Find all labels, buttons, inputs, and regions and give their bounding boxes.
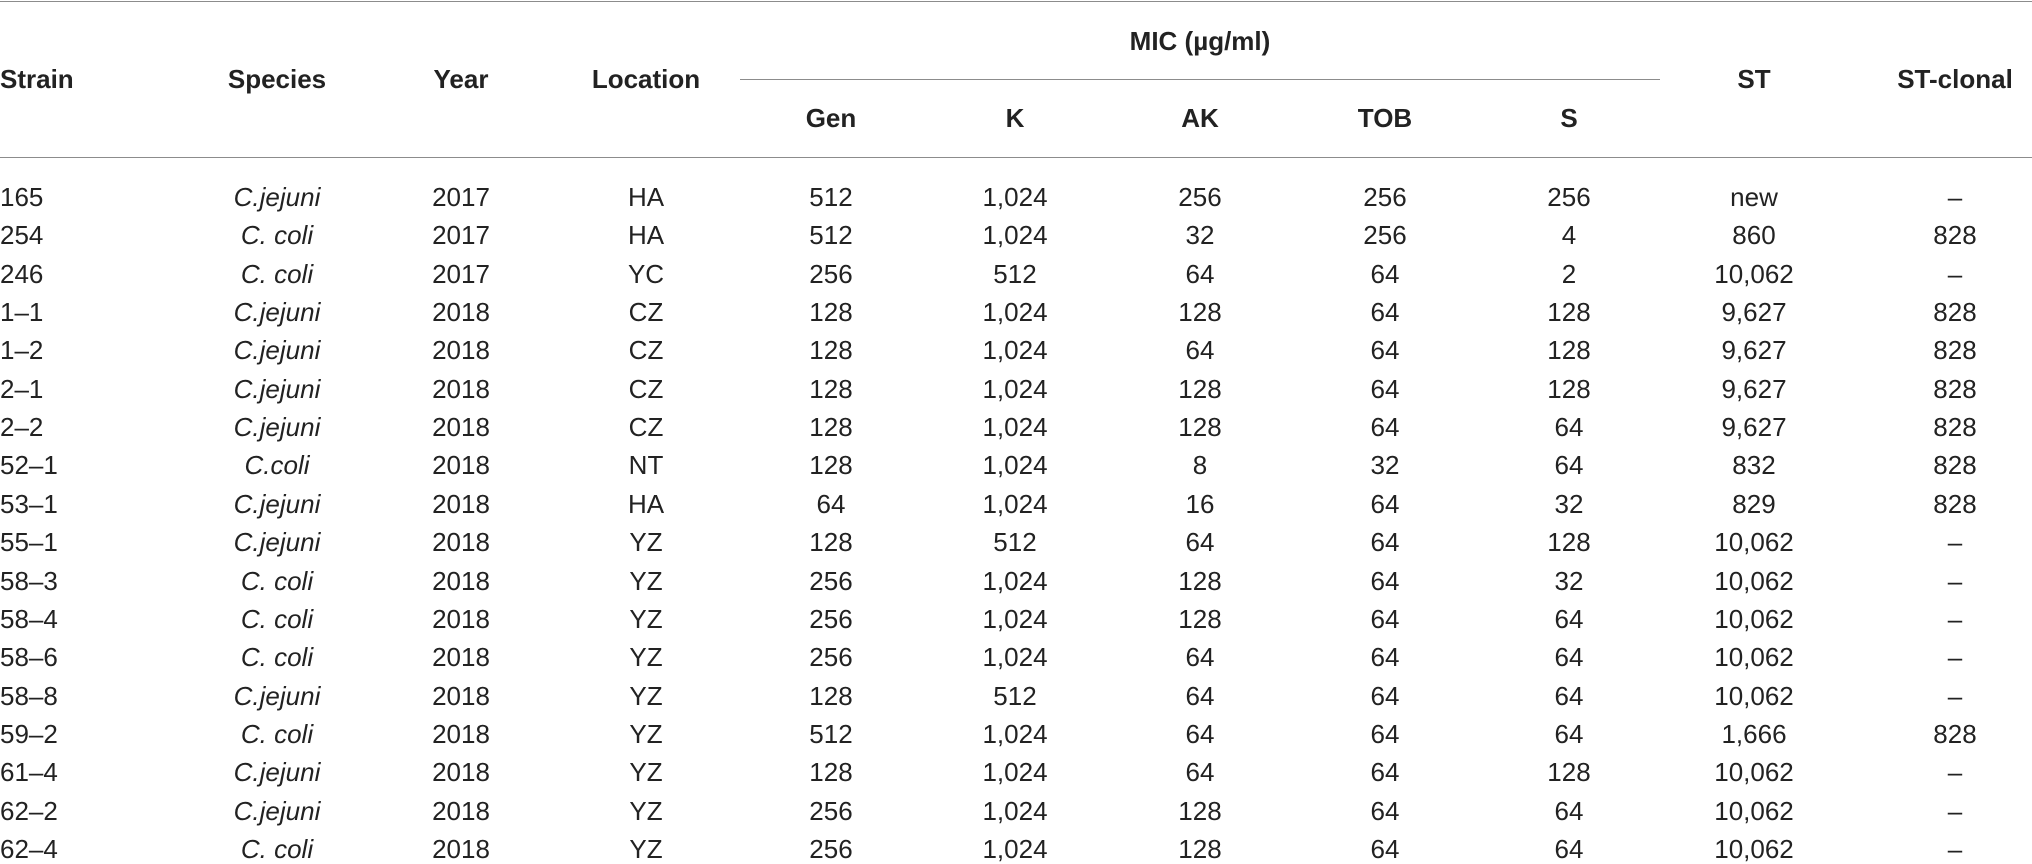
cell-mic-s: 128 <box>1547 297 1591 327</box>
cell-mic-k: 1,024 <box>982 489 1048 519</box>
cell-mic-gen: 128 <box>809 412 853 442</box>
cell-st-clonal: – <box>1947 527 1963 557</box>
cell-year: 2018 <box>432 297 490 327</box>
cell-mic-tob: 64 <box>1370 834 1400 864</box>
cell-mic-ak: 64 <box>1185 259 1215 289</box>
cell-mic-tob: 64 <box>1370 527 1400 557</box>
cell-mic-gen: 256 <box>809 642 853 672</box>
cell-st-clonal: – <box>1947 796 1963 826</box>
cell-strain: 52–1 <box>0 450 58 480</box>
cell-location: YZ <box>629 566 663 596</box>
cell-strain: 58–6 <box>0 642 58 672</box>
cell-mic-gen: 128 <box>809 450 853 480</box>
cell-year: 2017 <box>432 259 490 289</box>
cell-st: 10,062 <box>1714 834 1794 864</box>
cell-mic-k: 1,024 <box>982 220 1048 250</box>
cell-st-clonal: 828 <box>1933 719 1977 749</box>
cell-mic-s: 32 <box>1554 489 1584 519</box>
header-st: ST <box>1737 64 1771 94</box>
cell-year: 2018 <box>432 796 490 826</box>
cell-mic-gen: 512 <box>809 182 853 212</box>
cell-st-clonal: – <box>1947 642 1963 672</box>
cell-strain: 246 <box>0 259 44 289</box>
cell-mic-ak: 16 <box>1185 489 1215 519</box>
cell-mic-tob: 64 <box>1370 719 1400 749</box>
cell-mic-s: 64 <box>1554 681 1584 711</box>
mic-group-rule <box>740 79 1660 80</box>
cell-mic-tob: 64 <box>1370 259 1400 289</box>
cell-species: C. coli <box>240 259 314 289</box>
cell-strain: 2–2 <box>0 412 44 442</box>
header-st-clonal: ST-clonal <box>1897 64 2013 94</box>
cell-st: 9,627 <box>1721 335 1787 365</box>
cell-st: new <box>1730 182 1778 212</box>
cell-mic-k: 1,024 <box>982 450 1048 480</box>
cell-location: YZ <box>629 757 663 787</box>
cell-strain: 2–1 <box>0 374 44 404</box>
header-strain: Strain <box>0 64 74 94</box>
cell-mic-k: 512 <box>993 681 1037 711</box>
cell-mic-s: 4 <box>1561 220 1577 250</box>
cell-year: 2018 <box>432 757 490 787</box>
cell-mic-s: 256 <box>1547 182 1591 212</box>
cell-strain: 1–1 <box>0 297 44 327</box>
cell-year: 2018 <box>432 642 490 672</box>
cell-st-clonal: – <box>1947 834 1963 864</box>
cell-location: HA <box>627 489 665 519</box>
header-mic-k: K <box>1005 103 1025 133</box>
cell-year: 2018 <box>432 489 490 519</box>
table-top-rule <box>0 1 2032 2</box>
cell-location: YZ <box>629 834 663 864</box>
cell-species: C.jejuni <box>233 412 321 442</box>
cell-st-clonal: – <box>1947 681 1963 711</box>
cell-location: CZ <box>628 335 664 365</box>
cell-st-clonal: 828 <box>1933 220 1977 250</box>
cell-strain: 165 <box>0 182 44 212</box>
cell-mic-s: 64 <box>1554 604 1584 634</box>
cell-mic-k: 1,024 <box>982 604 1048 634</box>
cell-st: 9,627 <box>1721 374 1787 404</box>
cell-mic-gen: 256 <box>809 834 853 864</box>
cell-mic-gen: 128 <box>809 681 853 711</box>
cell-mic-k: 1,024 <box>982 297 1048 327</box>
cell-location: YZ <box>629 604 663 634</box>
cell-mic-tob: 64 <box>1370 489 1400 519</box>
cell-year: 2018 <box>432 412 490 442</box>
cell-mic-gen: 64 <box>816 489 846 519</box>
cell-location: YZ <box>629 527 663 557</box>
header-mic-gen: Gen <box>805 103 857 133</box>
cell-st: 9,627 <box>1721 297 1787 327</box>
cell-mic-ak: 64 <box>1185 681 1215 711</box>
cell-mic-k: 1,024 <box>982 719 1048 749</box>
cell-species: C.jejuni <box>233 757 321 787</box>
cell-mic-ak: 256 <box>1178 182 1222 212</box>
cell-strain: 58–8 <box>0 681 58 711</box>
cell-mic-ak: 128 <box>1178 566 1222 596</box>
cell-st: 9,627 <box>1721 412 1787 442</box>
cell-st: 10,062 <box>1714 566 1794 596</box>
cell-mic-s: 128 <box>1547 757 1591 787</box>
cell-mic-gen: 512 <box>809 719 853 749</box>
header-mic-ak: AK <box>1181 103 1219 133</box>
cell-st-clonal: 828 <box>1933 297 1977 327</box>
cell-mic-ak: 64 <box>1185 527 1215 557</box>
cell-mic-s: 64 <box>1554 796 1584 826</box>
cell-mic-gen: 256 <box>809 566 853 596</box>
cell-species: C.coli <box>244 450 310 480</box>
cell-strain: 1–2 <box>0 335 44 365</box>
cell-mic-gen: 512 <box>809 220 853 250</box>
cell-mic-k: 1,024 <box>982 182 1048 212</box>
header-species: Species <box>227 64 327 94</box>
cell-species: C. coli <box>240 834 314 864</box>
cell-strain: 62–2 <box>0 796 58 826</box>
cell-mic-tob: 64 <box>1370 412 1400 442</box>
cell-mic-s: 64 <box>1554 412 1584 442</box>
cell-year: 2018 <box>432 604 490 634</box>
cell-species: C.jejuni <box>233 527 321 557</box>
cell-mic-tob: 64 <box>1370 604 1400 634</box>
cell-strain: 58–4 <box>0 604 58 634</box>
cell-st-clonal: 828 <box>1933 374 1977 404</box>
cell-location: CZ <box>628 374 664 404</box>
cell-location: YC <box>627 259 665 289</box>
cell-mic-tob: 64 <box>1370 642 1400 672</box>
cell-st: 10,062 <box>1714 681 1794 711</box>
cell-mic-tob: 64 <box>1370 566 1400 596</box>
cell-st-clonal: 828 <box>1933 489 1977 519</box>
cell-mic-gen: 128 <box>809 374 853 404</box>
cell-mic-tob: 256 <box>1363 220 1407 250</box>
header-mic-s: S <box>1560 103 1578 133</box>
cell-st: 10,062 <box>1714 259 1794 289</box>
header-location: Location <box>591 64 701 94</box>
cell-mic-k: 1,024 <box>982 757 1048 787</box>
cell-mic-gen: 256 <box>809 259 853 289</box>
cell-st: 10,062 <box>1714 796 1794 826</box>
cell-st-clonal: 828 <box>1933 335 1977 365</box>
cell-mic-gen: 128 <box>809 335 853 365</box>
cell-st-clonal: 828 <box>1933 450 1977 480</box>
cell-location: HA <box>627 220 665 250</box>
header-mic-group: MIC (µg/ml) <box>1129 26 1271 56</box>
cell-mic-s: 64 <box>1554 834 1584 864</box>
cell-mic-ak: 64 <box>1185 335 1215 365</box>
cell-mic-ak: 64 <box>1185 757 1215 787</box>
cell-location: YZ <box>629 719 663 749</box>
cell-mic-ak: 128 <box>1178 604 1222 634</box>
header-bottom-rule <box>0 157 2032 158</box>
cell-st-clonal: – <box>1947 259 1963 289</box>
cell-year: 2017 <box>432 182 490 212</box>
cell-species: C.jejuni <box>233 374 321 404</box>
cell-mic-tob: 64 <box>1370 757 1400 787</box>
cell-st: 1,666 <box>1721 719 1787 749</box>
cell-mic-s: 64 <box>1554 719 1584 749</box>
cell-mic-tob: 64 <box>1370 681 1400 711</box>
cell-location: CZ <box>628 297 664 327</box>
cell-st-clonal: – <box>1947 182 1963 212</box>
cell-strain: 62–4 <box>0 834 58 864</box>
cell-st-clonal: – <box>1947 566 1963 596</box>
cell-mic-s: 64 <box>1554 642 1584 672</box>
cell-species: C.jejuni <box>233 335 321 365</box>
cell-mic-k: 1,024 <box>982 642 1048 672</box>
cell-mic-ak: 64 <box>1185 642 1215 672</box>
cell-st-clonal: – <box>1947 757 1963 787</box>
cell-mic-k: 1,024 <box>982 335 1048 365</box>
cell-mic-s: 128 <box>1547 527 1591 557</box>
cell-mic-k: 512 <box>993 259 1037 289</box>
cell-mic-tob: 64 <box>1370 796 1400 826</box>
cell-mic-tob: 256 <box>1363 182 1407 212</box>
cell-strain: 53–1 <box>0 489 58 519</box>
cell-location: HA <box>627 182 665 212</box>
cell-mic-ak: 128 <box>1178 374 1222 404</box>
cell-st-clonal: 828 <box>1933 412 1977 442</box>
cell-mic-gen: 128 <box>809 757 853 787</box>
cell-mic-k: 1,024 <box>982 796 1048 826</box>
cell-mic-k: 1,024 <box>982 412 1048 442</box>
cell-species: C. coli <box>240 642 314 672</box>
cell-species: C. coli <box>240 604 314 634</box>
cell-year: 2018 <box>432 450 490 480</box>
cell-strain: 55–1 <box>0 527 58 557</box>
cell-strain: 61–4 <box>0 757 58 787</box>
cell-location: NT <box>628 450 664 480</box>
cell-mic-s: 128 <box>1547 374 1591 404</box>
cell-mic-s: 128 <box>1547 335 1591 365</box>
cell-mic-k: 1,024 <box>982 834 1048 864</box>
cell-location: YZ <box>629 681 663 711</box>
cell-st: 10,062 <box>1714 642 1794 672</box>
cell-strain: 58–3 <box>0 566 58 596</box>
cell-strain: 59–2 <box>0 719 58 749</box>
cell-mic-tob: 64 <box>1370 297 1400 327</box>
cell-st: 10,062 <box>1714 527 1794 557</box>
header-year: Year <box>433 64 489 94</box>
cell-species: C. coli <box>240 719 314 749</box>
header-mic-tob: TOB <box>1357 103 1413 133</box>
cell-year: 2018 <box>432 374 490 404</box>
cell-species: C. coli <box>240 220 314 250</box>
cell-location: CZ <box>628 412 664 442</box>
cell-mic-k: 1,024 <box>982 566 1048 596</box>
cell-mic-ak: 128 <box>1178 297 1222 327</box>
cell-mic-s: 2 <box>1561 259 1577 289</box>
cell-mic-k: 1,024 <box>982 374 1048 404</box>
cell-mic-s: 32 <box>1554 566 1584 596</box>
cell-mic-k: 512 <box>993 527 1037 557</box>
cell-st: 10,062 <box>1714 757 1794 787</box>
cell-mic-gen: 256 <box>809 796 853 826</box>
cell-mic-tob: 32 <box>1370 450 1400 480</box>
cell-species: C.jejuni <box>233 681 321 711</box>
cell-species: C. coli <box>240 566 314 596</box>
cell-year: 2018 <box>432 335 490 365</box>
cell-mic-ak: 128 <box>1178 412 1222 442</box>
cell-mic-gen: 128 <box>809 527 853 557</box>
cell-mic-ak: 128 <box>1178 796 1222 826</box>
cell-location: YZ <box>629 642 663 672</box>
cell-mic-s: 64 <box>1554 450 1584 480</box>
cell-year: 2018 <box>432 719 490 749</box>
cell-mic-tob: 64 <box>1370 374 1400 404</box>
cell-st: 860 <box>1732 220 1776 250</box>
cell-mic-ak: 32 <box>1185 220 1215 250</box>
cell-mic-ak: 8 <box>1192 450 1208 480</box>
cell-year: 2018 <box>432 566 490 596</box>
cell-mic-gen: 256 <box>809 604 853 634</box>
cell-species: C.jejuni <box>233 297 321 327</box>
cell-year: 2018 <box>432 834 490 864</box>
cell-mic-gen: 128 <box>809 297 853 327</box>
cell-species: C.jejuni <box>233 182 321 212</box>
cell-year: 2017 <box>432 220 490 250</box>
cell-st: 829 <box>1732 489 1776 519</box>
cell-mic-ak: 128 <box>1178 834 1222 864</box>
cell-st-clonal: – <box>1947 604 1963 634</box>
cell-year: 2018 <box>432 527 490 557</box>
cell-st: 10,062 <box>1714 604 1794 634</box>
cell-st: 832 <box>1732 450 1776 480</box>
cell-strain: 254 <box>0 220 44 250</box>
cell-species: C.jejuni <box>233 796 321 826</box>
cell-mic-tob: 64 <box>1370 335 1400 365</box>
cell-species: C.jejuni <box>233 489 321 519</box>
cell-location: YZ <box>629 796 663 826</box>
cell-year: 2018 <box>432 681 490 711</box>
cell-mic-ak: 64 <box>1185 719 1215 749</box>
